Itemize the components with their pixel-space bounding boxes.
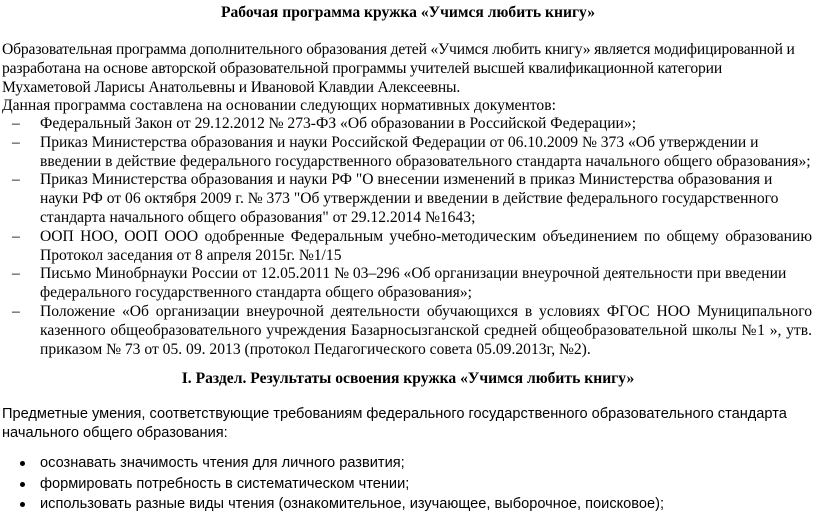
dash-marker: – bbox=[12, 171, 20, 189]
list-item-text: Приказ Министерства образования и науки РФ "О внесении изменений в приказ Министерства образования и науки РФ от 06 октября 2009 г. № 373 "Об утверждении и введении в действие федерального государственного стандарта начального общего образования" от 29.12.2014 №1643; bbox=[40, 171, 779, 226]
subject-skills-intro: Предметные умения, соответствующие требованиям федерального государственного образовательного стандарта начального общего образования: bbox=[2, 406, 787, 441]
list-item-text: осознавать значимость чтения для личного развития; bbox=[40, 455, 405, 471]
list-item bbox=[0, 228, 816, 266]
list-item-text: Федеральный Закон от 29.12.2012 № 273-ФЗ «Об образовании в Российской Федерации»; bbox=[40, 115, 637, 132]
section-heading: I. Раздел. Результаты освоения кружка «Учимся любить книгу» bbox=[181, 370, 635, 387]
dash-marker: – bbox=[12, 302, 20, 320]
list-item-text: формировать потребность в систематическом чтении; bbox=[40, 475, 410, 492]
list-item-text: Письмо Минобрнауки России от 12.05.2011 № 03–296 «Об организации внеурочной деятельности при введении федерального государственного стандарта общего образования»; bbox=[40, 265, 787, 302]
dash-marker: – bbox=[12, 115, 20, 132]
dash-marker: – bbox=[12, 265, 20, 283]
list-item bbox=[0, 115, 816, 134]
list-item-text: ООП НОО, ООП ООО одобренные Федеральным учебно-методическим объединением по общему образованию Протокол заседания от 8 апреля 2015г. №1/15 bbox=[40, 227, 812, 264]
skills-list bbox=[0, 453, 816, 515]
dash-marker: – bbox=[12, 227, 20, 245]
bullet-icon bbox=[20, 461, 25, 466]
basis-paragraph: Данная программа составлена на основании следующих нормативных документов: bbox=[2, 97, 556, 114]
list-item bbox=[0, 474, 816, 495]
dash-marker: – bbox=[12, 133, 20, 151]
list-item bbox=[0, 134, 816, 172]
list-item bbox=[0, 494, 816, 515]
list-item-text: использовать разные виды чтения (ознакомительное, изучающее, выборочное, поисковое); bbox=[40, 496, 665, 512]
intro-paragraph: Образовательная программа дополнительного образования детей «Учимся любить книгу» является модифицированной и разработана на основе авторской образовательной программы учителей высшей квалификационной категории Мухаметовой Ларисы Анатольевны и Ивановой Клавдии Алексеевны. bbox=[2, 41, 795, 96]
list-item bbox=[0, 171, 816, 227]
list-item bbox=[0, 265, 816, 303]
regulatory-documents-list bbox=[0, 115, 816, 359]
document-title: Рабочая программа кружка «Учимся любить книгу» bbox=[220, 4, 596, 21]
list-item-text: Положение «Об организации внеурочной деятельности обучающихся в условиях ФГОС НОО Муниципального казенного общеобразовательного учреждения Базарносызганской средней общеобразовательной школы №1 », утв. приказом № 73 от 05. 09. 2013 (протокол Педагогического совета 05.09.2013г, №2). bbox=[40, 302, 812, 358]
bullet-icon bbox=[20, 482, 25, 487]
list-item bbox=[0, 303, 816, 359]
list-item bbox=[0, 453, 816, 474]
bullet-icon bbox=[20, 502, 25, 507]
list-item-text: Приказ Министерства образования и науки Российской Федерации от 06.10.2009 № 373 «Об утверждении и введении в действие федерального государственного образовательного стандарта начального общего образования»; bbox=[40, 133, 811, 170]
